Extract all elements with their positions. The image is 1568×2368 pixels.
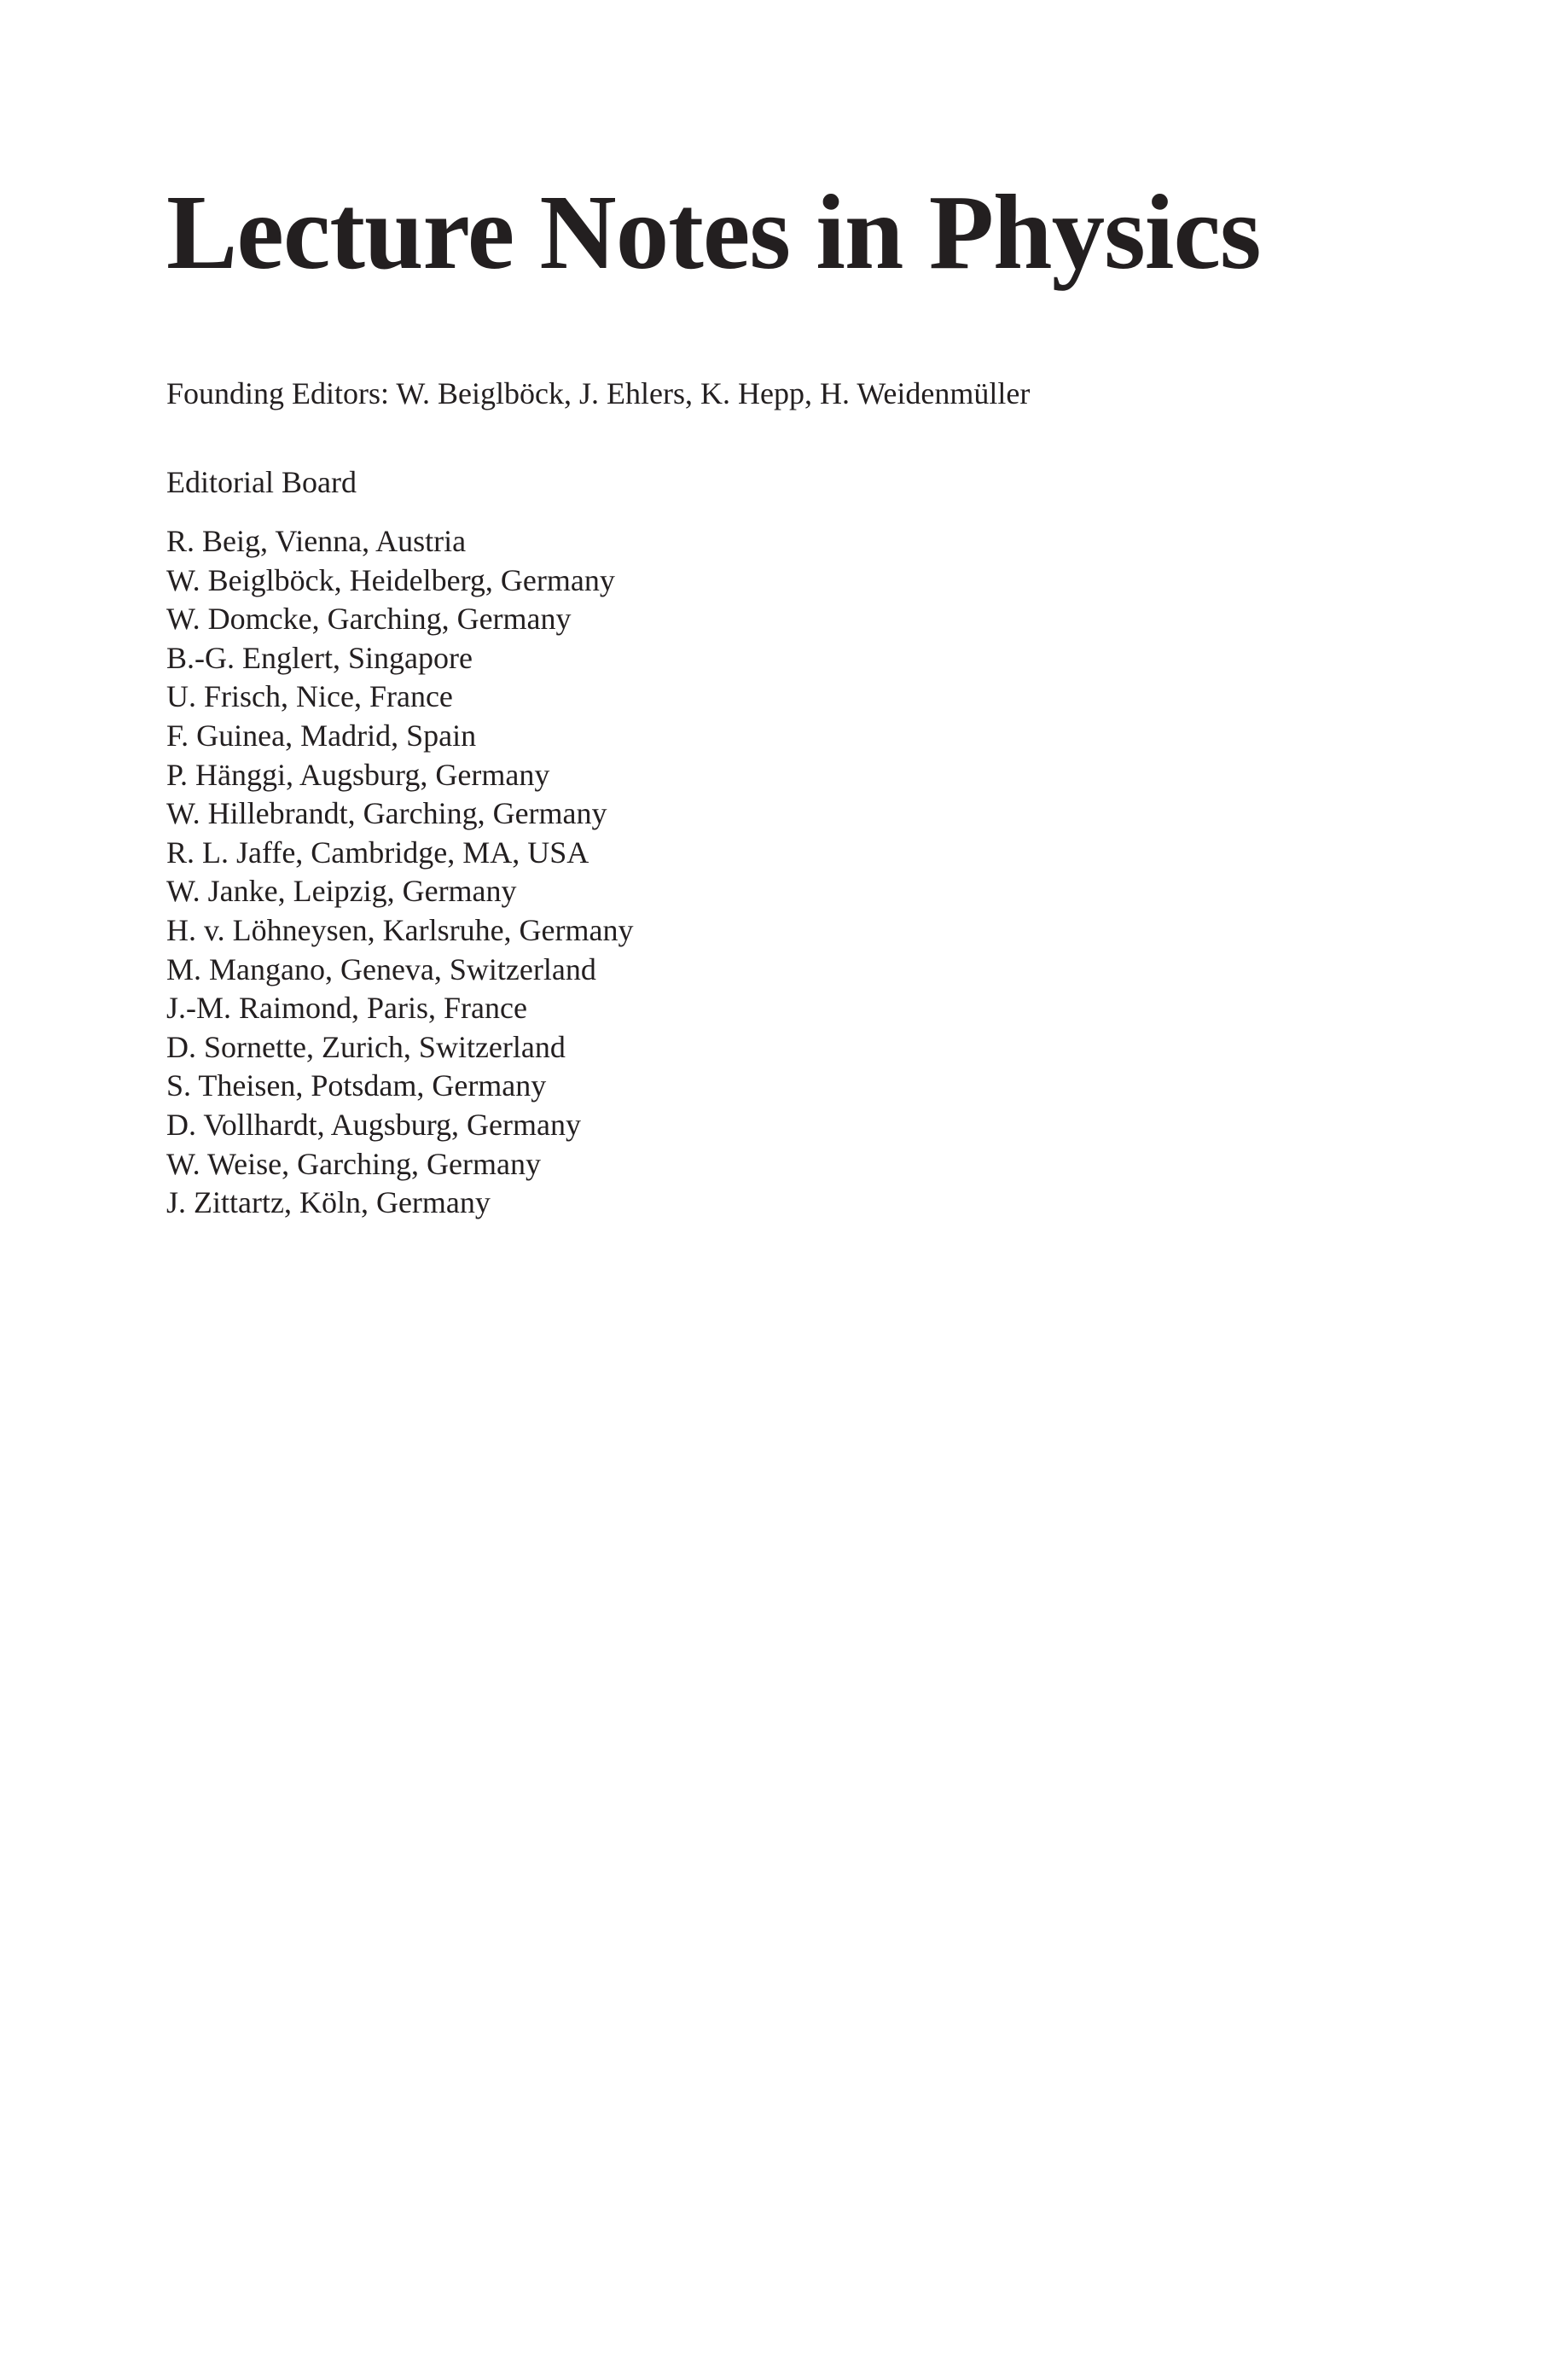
board-member: D. Vollhardt, Augsburg, Germany (166, 1107, 581, 1142)
board-member: W. Hillebrandt, Garching, Germany (166, 796, 607, 831)
board-member: U. Frisch, Nice, France (166, 679, 453, 714)
board-member: P. Hänggi, Augsburg, Germany (166, 757, 550, 792)
board-member: W. Janke, Leipzig, Germany (166, 874, 517, 909)
editorial-board-list (166, 522, 634, 1223)
board-member: F. Guinea, Madrid, Spain (166, 718, 477, 753)
board-member: W. Domcke, Garching, Germany (166, 602, 572, 637)
board-member: W. Weise, Garching, Germany (166, 1146, 541, 1181)
board-member: W. Beiglböck, Heidelberg, Germany (166, 562, 615, 597)
editorial-board-heading: Editorial Board (166, 465, 357, 499)
board-member: R. L. Jaffe, Cambridge, MA, USA (166, 835, 589, 870)
board-member: J. Zittartz, Köln, Germany (166, 1185, 491, 1220)
board-member: B.-G. Englert, Singapore (166, 640, 473, 675)
board-member: H. v. Löhneysen, Karlsruhe, Germany (166, 912, 634, 947)
board-member: M. Mangano, Geneva, Switzerland (166, 951, 596, 986)
board-member: J.-M. Raimond, Paris, France (166, 991, 527, 1026)
founding-editors: Founding Editors: W. Beiglböck, J. Ehlers, K. Hepp, H. Weidenmüller (166, 376, 1031, 410)
board-member: R. Beig, Vienna, Austria (166, 524, 467, 558)
series-title: Lecture Notes in Physics (166, 174, 1261, 292)
board-member: D. Sornette, Zurich, Switzerland (166, 1029, 566, 1064)
board-member: S. Theisen, Potsdam, Germany (166, 1068, 547, 1103)
